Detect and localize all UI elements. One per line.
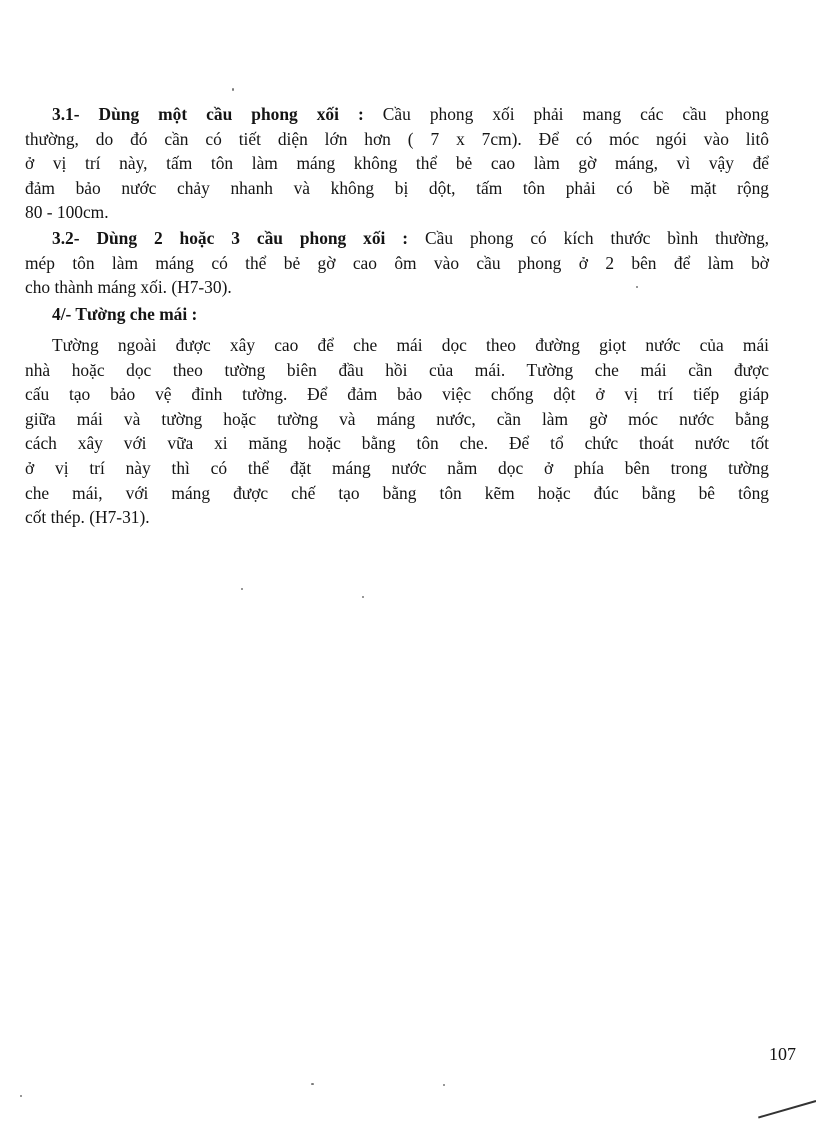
section-3-1-text-line: đảm bảo nước chảy nhanh và không bị dột, tấm tôn phải có bề mặt rộng	[25, 177, 769, 198]
section-4-text-line: cốt thép. (H7-31).	[25, 507, 150, 528]
section-4-heading-block	[25, 302, 769, 327]
page-number: 107	[769, 1044, 796, 1064]
section-3-2-text-line: cho thành máng xối. (H7-30).	[25, 277, 232, 298]
scan-speck	[443, 1084, 445, 1086]
section-4-text-line: Tường ngoài được xây cao để che mái dọc theo đường giọt nước của mái	[52, 335, 769, 355]
section-3-1-first-line	[25, 102, 769, 127]
section-3-2-text-line: Cầu phong có kích thước bình thường,	[425, 228, 769, 248]
scan-edge-line	[758, 1100, 816, 1118]
section-4-text-line: cách xây với vữa xi măng hoặc bằng tôn che. Để tổ chức thoát nước tốt	[25, 433, 769, 454]
section-4-text-line: cấu tạo bảo vệ đỉnh tường. Để đảm bảo việc chống dột ở vị trí tiếp giáp	[25, 384, 769, 405]
section-3-1-text-line: ở vị trí này, tấm tôn làm máng không thể bẻ cao làm gờ máng, vì vậy để	[25, 153, 769, 174]
section-3-2-text-line: mép tôn làm máng có thể bẻ gờ cao ôm vào cầu phong ở 2 bên để làm bờ	[25, 252, 769, 273]
section-3-1-text-line: 80 - 100cm.	[25, 202, 109, 223]
section-3-1	[25, 102, 769, 225]
scan-speck	[362, 596, 364, 598]
section-4-heading: 4/- Tường che mái :	[52, 304, 198, 324]
section-4-text-line: nhà hoặc dọc theo tường biên đầu hồi của mái. Tường che mái cần được	[25, 359, 769, 380]
scan-speck	[20, 1095, 22, 1097]
scan-speck	[311, 1083, 314, 1085]
scan-speck	[636, 286, 638, 288]
section-4-text-line: ở vị trí này thì có thể đặt máng nước nằm dọc ở phía bên trong tường	[25, 457, 769, 478]
scan-speck	[232, 88, 234, 91]
section-3-2-heading: 3.2- Dùng 2 hoặc 3 cầu phong xối :	[52, 228, 409, 248]
section-3-2-first-line	[25, 226, 769, 251]
scan-speck	[241, 588, 243, 590]
section-4-text-line: che mái, với máng được chế tạo bằng tôn kẽm hoặc đúc bằng bê tông	[25, 482, 769, 503]
section-3-1-text-line: Cầu phong xối phải mang các cầu phong	[382, 104, 769, 124]
section-4-text-line: giữa mái và tường hoặc tường và máng nước, cần làm gờ móc nước bằng	[25, 408, 769, 429]
section-4-body	[25, 333, 769, 530]
section-3-1-heading: 3.1- Dùng một cầu phong xối :	[52, 104, 364, 124]
section-3-2	[25, 226, 769, 300]
section-3-1-text-line: thường, do đó cần có tiết diện lớn hơn ( 7 x 7cm). Để có móc ngói vào litô	[25, 128, 769, 149]
